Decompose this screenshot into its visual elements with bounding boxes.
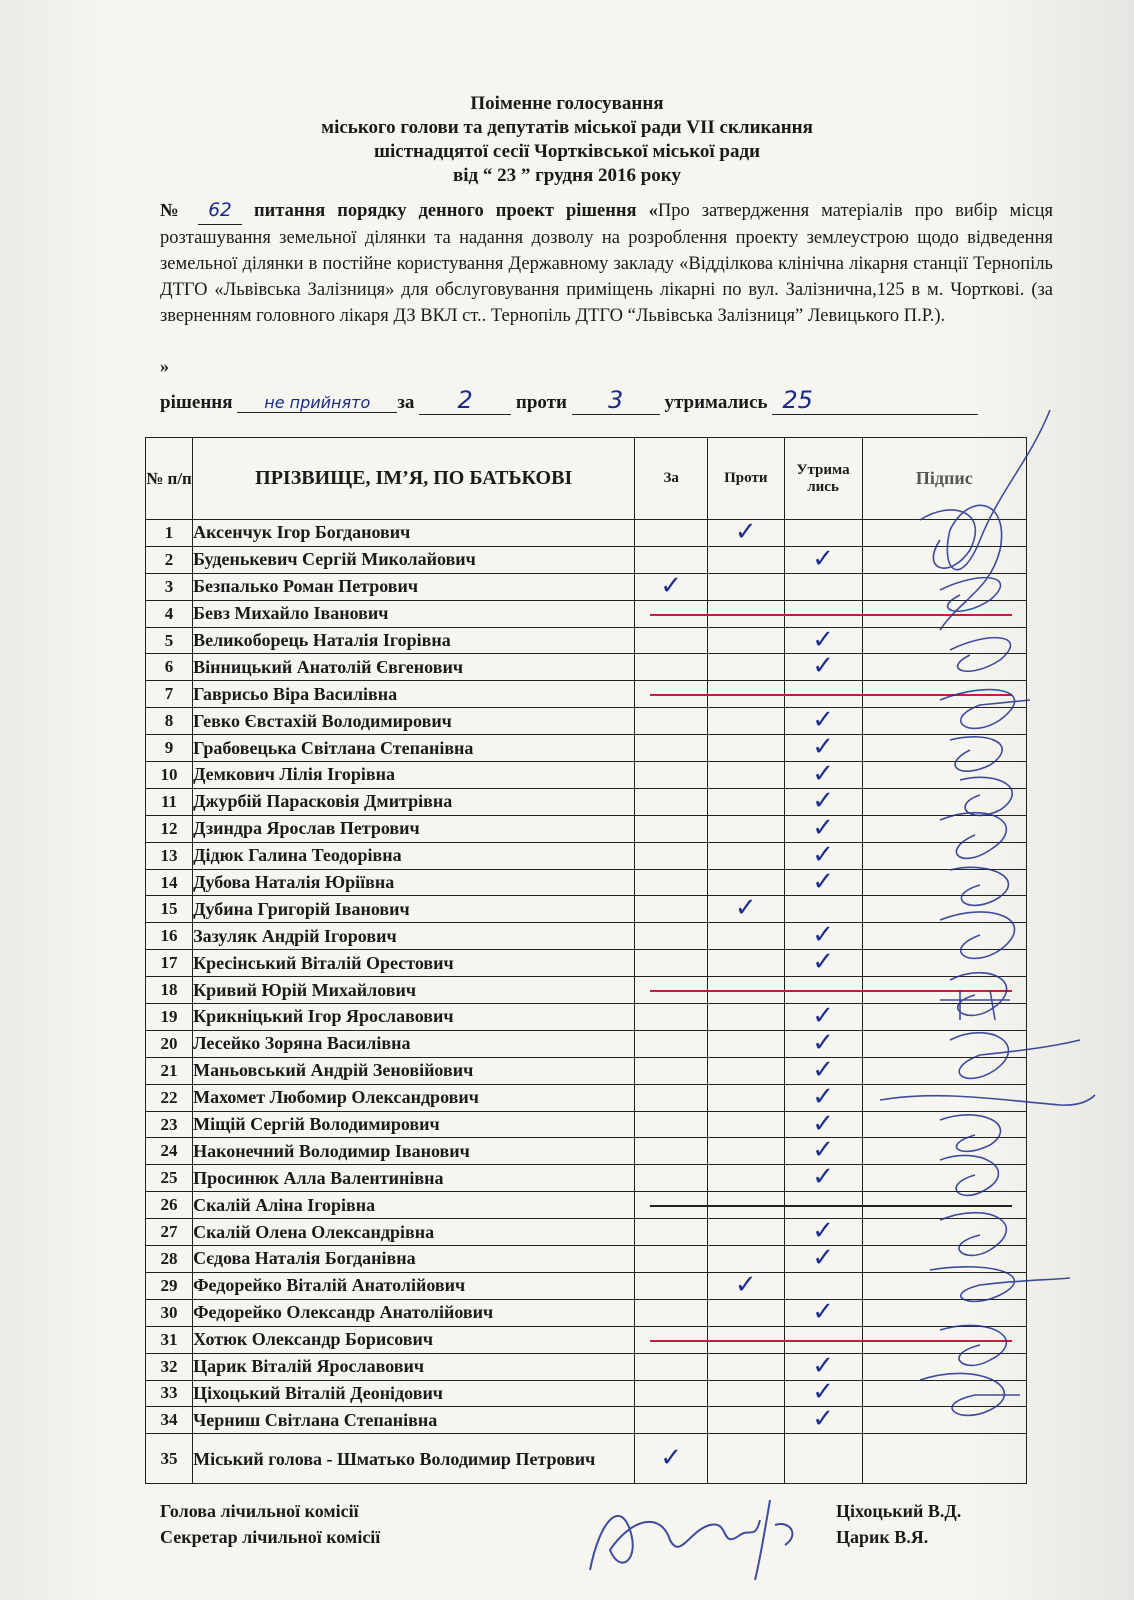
- vote-cell-against: [708, 1084, 784, 1111]
- vote-cell-abstain: [784, 758, 862, 789]
- row-number: 24: [146, 1138, 193, 1165]
- vote-cell-abstain: [784, 1000, 862, 1031]
- checkmark-icon: ✓: [812, 705, 834, 736]
- header-abstain: Утрима лись: [784, 438, 862, 520]
- row-number: 25: [146, 1165, 193, 1192]
- vote-cell-for: [635, 1165, 708, 1192]
- header-against: Проти: [708, 438, 784, 520]
- secretary-label: Секретар лічильної комісії: [160, 1527, 381, 1547]
- checkmark-icon: ✓: [812, 1296, 834, 1327]
- vote-cell-against: [708, 735, 784, 762]
- vote-cell-against: [708, 1269, 784, 1300]
- chair-label: Голова лічильної комісії: [160, 1501, 359, 1521]
- header-signature: Підпис: [862, 438, 1026, 520]
- row-number: 11: [146, 788, 193, 815]
- header-date: від “ 23 ” грудня 2016 року: [453, 165, 681, 186]
- row-number: 15: [146, 896, 193, 923]
- member-name: Черниш Світлана Степанівна: [193, 1407, 635, 1434]
- vote-cell-against: [708, 1004, 784, 1031]
- member-name: Гаврисьо Віра Василівна: [193, 681, 635, 708]
- member-name: Сєдова Наталія Богданівна: [193, 1246, 635, 1273]
- vote-cell-against: [708, 1165, 784, 1192]
- checkmark-icon: ✓: [812, 1054, 834, 1085]
- vote-cell-abstain: [784, 866, 862, 897]
- item-intro: питання порядку денного проект рішення «: [254, 201, 658, 221]
- row-number: 10: [146, 762, 193, 789]
- vote-cell-against: [708, 654, 784, 681]
- row-number: 1: [146, 520, 193, 547]
- row-number: 28: [146, 1246, 193, 1273]
- vote-cell-against: [708, 1030, 784, 1057]
- vote-cell-abstain: [784, 624, 862, 655]
- member-name: Хотюк Олександр Борисович: [193, 1326, 635, 1353]
- vote-cell-abstain: [784, 1027, 862, 1058]
- vote-cell-against: [708, 815, 784, 842]
- row-number: 34: [146, 1407, 193, 1434]
- header-session: шістнадцятої сесії Чортківської міської ради: [373, 141, 761, 162]
- decision-label: рішення: [160, 392, 233, 413]
- against-count: 3: [572, 386, 660, 415]
- vote-cell-abstain: [784, 1350, 862, 1381]
- member-name: Гевко Євстахій Володимирович: [193, 708, 635, 735]
- vote-cell-against: [708, 1353, 784, 1380]
- vote-cell-against: [708, 516, 784, 547]
- member-name: Кресінський Віталій Орестович: [193, 950, 635, 977]
- vote-cell-against: [708, 1111, 784, 1138]
- vote-cell-for: [635, 1030, 708, 1057]
- vote-cell-abstain: [784, 1054, 862, 1085]
- checkmark-icon: ✓: [812, 812, 834, 843]
- row-number: 5: [146, 627, 193, 654]
- vote-cell-abstain: [784, 1108, 862, 1139]
- item-number-handwritten: 62: [198, 198, 242, 225]
- abstain-count: 25: [772, 386, 978, 415]
- signature-scribbles: [880, 400, 1120, 1500]
- header-title: Поіменне голосування: [470, 93, 664, 114]
- for-count: 2: [419, 386, 511, 415]
- member-name: Грабовецька Світлана Степанівна: [193, 735, 635, 762]
- row-number: 22: [146, 1084, 193, 1111]
- row-number: 26: [146, 1192, 193, 1219]
- row-number: 21: [146, 1057, 193, 1084]
- vote-cell-for: [635, 708, 708, 735]
- row-number: 4: [146, 600, 193, 627]
- member-name: Лесейко Зоряна Василівна: [193, 1030, 635, 1057]
- header-name: ПРІЗВИЩЕ, ІМ’Я, ПО БАТЬКОВІ: [193, 438, 635, 520]
- vote-cell-against: [708, 1246, 784, 1273]
- vote-cell-abstain: [784, 896, 862, 923]
- vote-cell-abstain: [784, 520, 862, 547]
- vote-cell-against: [708, 573, 784, 600]
- agenda-item-paragraph: [160, 198, 1053, 329]
- member-name: Дубина Григорій Іванович: [193, 896, 635, 923]
- member-name: Маньовський Андрій Зеновійович: [193, 1057, 635, 1084]
- commission-footer: [160, 1498, 980, 1550]
- vote-cell-for: [635, 1407, 708, 1434]
- vote-cell-for: [635, 735, 708, 762]
- member-name: Дубова Наталія Юріївна: [193, 869, 635, 896]
- row-number: 3: [146, 573, 193, 600]
- member-name: Бевз Михайло Іванович: [193, 600, 635, 627]
- checkmark-icon: ✓: [812, 839, 834, 870]
- row-number: 9: [146, 735, 193, 762]
- vote-cell-against: [708, 1057, 784, 1084]
- chair-name: Ціхоцький В.Д.: [836, 1501, 962, 1521]
- vote-cell-abstain: [784, 1272, 862, 1299]
- vote-cell-for: [635, 1111, 708, 1138]
- row-number: 23: [146, 1111, 193, 1138]
- member-name: Міщій Сергій Володимирович: [193, 1111, 635, 1138]
- vote-cell-abstain: [784, 1296, 862, 1327]
- member-name: Федорейко Віталій Анатолійович: [193, 1272, 635, 1299]
- vote-cell-abstain: [784, 1135, 862, 1166]
- vote-cell-abstain: [784, 947, 862, 978]
- checkmark-icon: ✓: [812, 732, 834, 763]
- vote-cell-against: [708, 1138, 784, 1165]
- vote-cell-for: [635, 788, 708, 815]
- member-name: Дідюк Галина Теодорівна: [193, 842, 635, 869]
- vote-cell-against: [708, 1434, 784, 1484]
- vote-cell-for: [635, 950, 708, 977]
- checkmark-icon: ✓: [812, 1000, 834, 1031]
- header-for: За: [635, 438, 708, 520]
- vote-cell-for: [635, 1299, 708, 1326]
- vote-cell-for: [635, 654, 708, 681]
- vote-cell-for: [635, 1057, 708, 1084]
- vote-cell-against: [708, 1219, 784, 1246]
- checkmark-icon: ✓: [812, 947, 834, 978]
- row-number: 33: [146, 1380, 193, 1407]
- row-number: 17: [146, 950, 193, 977]
- vote-cell-for: [635, 923, 708, 950]
- vote-cell-for: [635, 1084, 708, 1111]
- chair-row: [160, 1498, 980, 1524]
- vote-cell-abstain: [784, 1242, 862, 1273]
- member-name: Ціхоцький Віталій Деонідович: [193, 1380, 635, 1407]
- member-name: Міський голова - Шматько Володимир Петрович: [193, 1434, 635, 1484]
- checkmark-icon: ✓: [812, 1135, 834, 1166]
- vote-cell-for: [635, 896, 708, 923]
- checkmark-icon: ✓: [812, 1108, 834, 1139]
- vote-cell-for: [635, 1246, 708, 1273]
- vote-cell-against: [708, 869, 784, 896]
- row-number: 31: [146, 1326, 193, 1353]
- vote-cell-for: [635, 520, 708, 547]
- vote-cell-abstain: [784, 812, 862, 843]
- vote-cell-against: [708, 788, 784, 815]
- member-name: Федорейко Олександр Анатолійович: [193, 1299, 635, 1326]
- vote-cell-abstain: [784, 920, 862, 951]
- vote-cell-against: [708, 923, 784, 950]
- member-name: Безпалько Роман Петрович: [193, 573, 635, 600]
- row-number: 35: [146, 1434, 193, 1484]
- header-num: № п/п: [146, 438, 193, 520]
- member-name: Крикніцький Ігор Ярославович: [193, 1004, 635, 1031]
- vote-cell-abstain: [784, 543, 862, 574]
- vote-cell-against: [708, 708, 784, 735]
- row-number: 29: [146, 1272, 193, 1299]
- vote-cell-abstain: [784, 785, 862, 816]
- checkmark-icon: ✓: [812, 1081, 834, 1112]
- member-name: Джурбій Парасковія Дмитрівна: [193, 788, 635, 815]
- checkmark-icon: ✓: [812, 1027, 834, 1058]
- vote-cell-against: [708, 1407, 784, 1434]
- vote-cell-abstain: [784, 839, 862, 870]
- checkmark-icon: ✓: [812, 785, 834, 816]
- decision-value: не прийнято: [237, 393, 397, 413]
- vote-cell-abstain: [784, 705, 862, 736]
- vote-cell-for: [635, 1004, 708, 1031]
- vote-cell-abstain: [784, 1377, 862, 1408]
- row-number: 19: [146, 1004, 193, 1031]
- item-text: Про затвердження матеріалів про вибір місця розташування земельної ділянки та надання дозволу на розроблення проекту землеустрою щодо відведення земельної ділянки в постійне користування Державному закладу «Відділкова клінічна лікарня станції Тернопіль ДТГО «Львівська Залізниця» для обслуговування приміщень лікарні по вул. Залізнична,125 в м. Чорткові. (за зверненням головного лікаря ДЗ ВКЛ ст.. Тернопіль ДТГО “Львівська Залізниця” Левицького П.Р.).: [160, 201, 1054, 326]
- member-name: Зазуляк Андрій Ігорович: [193, 923, 635, 950]
- row-number: 13: [146, 842, 193, 869]
- member-name: Скалій Аліна Ігорівна: [193, 1192, 635, 1219]
- header-council: міського голови та депутатів міської ради VII скликання: [321, 117, 813, 138]
- checkmark-icon: ✓: [660, 1442, 683, 1473]
- checkmark-icon: ✓: [812, 624, 834, 655]
- checkmark-icon: ✓: [812, 543, 834, 574]
- member-name: Великоборець Наталія Ігорівна: [193, 627, 635, 654]
- row-number: 18: [146, 977, 193, 1004]
- vote-cell-against: [708, 950, 784, 977]
- member-name: Махомет Любомир Олександрович: [193, 1084, 635, 1111]
- vote-cell-for: [635, 1219, 708, 1246]
- vote-cell-abstain: [784, 1162, 862, 1193]
- member-name: Демкович Лілія Ігорівна: [193, 762, 635, 789]
- vote-cell-for: [635, 815, 708, 842]
- against-label: проти: [515, 392, 567, 413]
- row-number: 8: [146, 708, 193, 735]
- row-number: 14: [146, 869, 193, 896]
- checkmark-icon: ✓: [812, 1350, 834, 1381]
- vote-cell-for: [635, 1434, 708, 1484]
- vote-cell-against: [708, 762, 784, 789]
- vote-cell-abstain: [784, 1434, 862, 1484]
- abstain-label: утримались: [664, 392, 768, 413]
- checkmark-icon: ✓: [660, 570, 683, 601]
- checkmark-icon: ✓: [812, 1216, 834, 1247]
- checkmark-icon: ✓: [812, 1404, 834, 1435]
- member-name: Просинюк Алла Валентинівна: [193, 1165, 635, 1192]
- checkmark-icon: ✓: [812, 758, 834, 789]
- checkmark-icon: ✓: [812, 866, 834, 897]
- vote-cell-abstain: [784, 1081, 862, 1112]
- row-number: 6: [146, 654, 193, 681]
- row-number: 7: [146, 681, 193, 708]
- vote-cell-abstain: [784, 1404, 862, 1435]
- checkmark-icon: ✓: [734, 1269, 757, 1300]
- vote-cell-for: [635, 570, 708, 601]
- vote-cell-against: [708, 546, 784, 573]
- vote-cell-for: [635, 1272, 708, 1299]
- checkmark-icon: ✓: [812, 1162, 834, 1193]
- row-number: 27: [146, 1219, 193, 1246]
- row-number: 12: [146, 815, 193, 842]
- vote-cell-against: [708, 627, 784, 654]
- vote-cell-for: [635, 1138, 708, 1165]
- member-name: Аксенчук Ігор Богданович: [193, 520, 635, 547]
- row-number: 30: [146, 1299, 193, 1326]
- member-name: Кривий Юрій Михайлович: [193, 977, 635, 1004]
- checkmark-icon: ✓: [812, 1242, 834, 1273]
- checkmark-icon: ✓: [812, 651, 834, 682]
- vote-cell-abstain: [784, 573, 862, 600]
- row-number: 2: [146, 546, 193, 573]
- vote-cell-abstain: [784, 732, 862, 763]
- document-header: [0, 92, 1134, 188]
- vote-cell-for: [635, 546, 708, 573]
- vote-cell-against: [708, 842, 784, 869]
- vote-cell-abstain: [784, 651, 862, 682]
- checkmark-icon: ✓: [734, 516, 757, 547]
- vote-cell-against: [708, 1299, 784, 1326]
- secretary-row: [160, 1524, 980, 1550]
- row-number: 16: [146, 923, 193, 950]
- for-label: за: [397, 392, 415, 413]
- member-name: Царик Віталій Ярославович: [193, 1353, 635, 1380]
- vote-cell-for: [635, 627, 708, 654]
- row-number: 20: [146, 1030, 193, 1057]
- member-name: Вінницький Анатолій Євгенович: [193, 654, 635, 681]
- vote-cell-for: [635, 1353, 708, 1380]
- vote-cell-against: [708, 893, 784, 924]
- member-name: Наконечний Володимир Іванович: [193, 1138, 635, 1165]
- checkmark-icon: ✓: [734, 893, 757, 924]
- member-name: Дзиндра Ярослав Петрович: [193, 815, 635, 842]
- vote-cell-abstain: [784, 1216, 862, 1247]
- vote-cell-for: [635, 1380, 708, 1407]
- checkmark-icon: ✓: [812, 1377, 834, 1408]
- item-closing-quote: »: [160, 356, 169, 376]
- vote-cell-for: [635, 869, 708, 896]
- member-name: Скалій Олена Олександрівна: [193, 1219, 635, 1246]
- row-number: 32: [146, 1353, 193, 1380]
- checkmark-icon: ✓: [812, 920, 834, 951]
- secretary-name: Царик В.Я.: [836, 1527, 929, 1547]
- member-name: Буденькевич Сергій Миколайович: [193, 546, 635, 573]
- vote-cell-for: [635, 762, 708, 789]
- item-num-prefix: №: [160, 201, 186, 221]
- vote-cell-for: [635, 842, 708, 869]
- vote-cell-against: [708, 1380, 784, 1407]
